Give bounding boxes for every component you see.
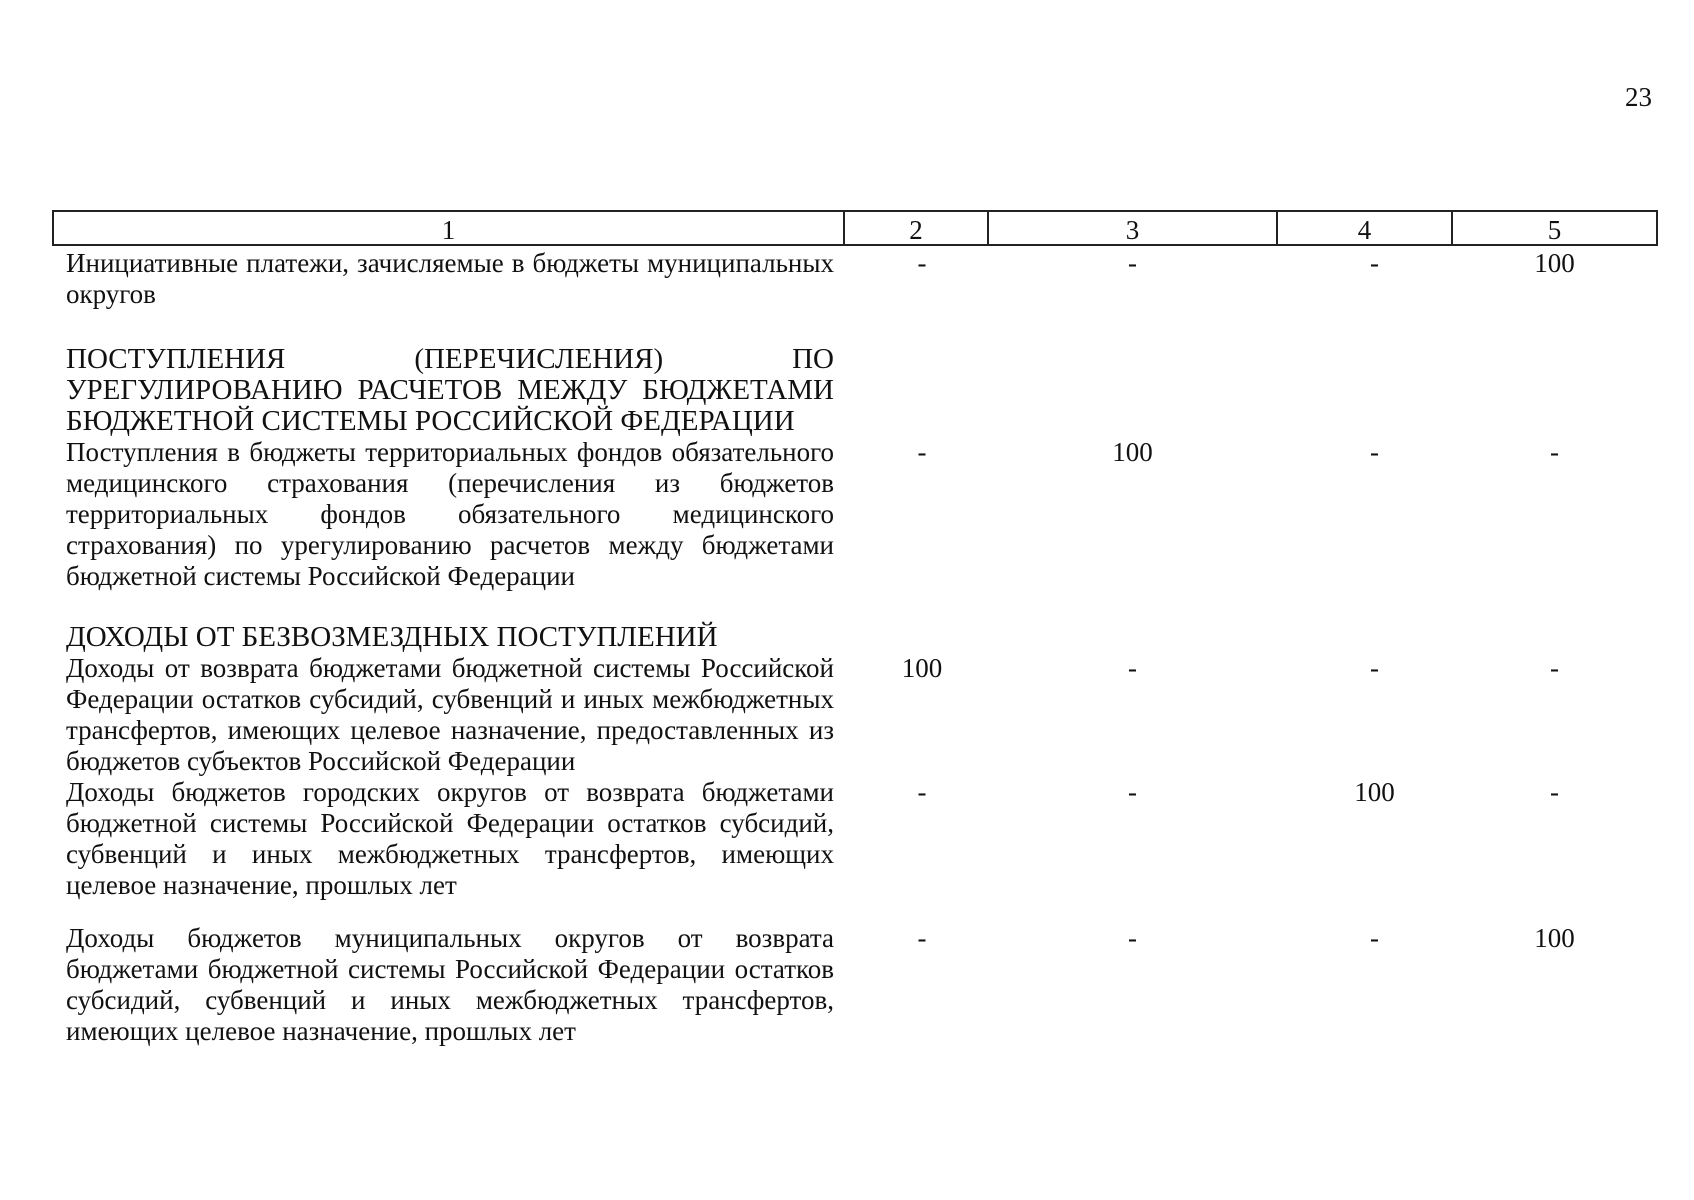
- cell-col-2: -: [917, 777, 927, 807]
- section-heading: ПОСТУПЛЕНИЯ (ПЕРЕЧИСЛЕНИЯ) ПО УРЕГУЛИРОВАНИЮ РАСЧЕТОВ МЕЖДУ БЮДЖЕТАМИ БЮДЖЕТНОЙ СИСТЕМЫ РОССИЙСКОЙ ФЕДЕРАЦИИ: [66, 343, 834, 437]
- row-description: Инициативные платежи, зачисляемые в бюджеты муниципальных округов: [66, 248, 834, 309]
- table-row: [53, 901, 1657, 1047]
- cell-col-4: -: [1370, 248, 1379, 278]
- cell-col-5: 100: [1534, 248, 1575, 278]
- column-header-3: 3: [988, 211, 1277, 245]
- cell-col-5: -: [1550, 777, 1559, 807]
- table-row: [53, 653, 1657, 777]
- cell-col-5: -: [1550, 437, 1559, 467]
- cell-col-2: 100: [901, 653, 943, 683]
- cell-col-4: -: [1370, 923, 1379, 953]
- row-description: Доходы от возврата бюджетами бюджетной системы Российской Федерации остатков субсидий, субвенций и иных межбюджетных трансфертов, имеющих целевое назначение, предоставленных из бюджетов субъектов Российской Федерации: [66, 653, 834, 776]
- cell-col-5: 100: [1534, 923, 1575, 953]
- column-header-5: 5: [1452, 211, 1657, 245]
- cell-col-3: -: [1128, 923, 1137, 953]
- section-heading-row: [53, 310, 1657, 437]
- section-heading-row: [53, 592, 1657, 653]
- revenue-distribution-table: [52, 210, 1656, 1047]
- column-header-1: 1: [53, 211, 844, 245]
- page-number: 23: [1625, 82, 1652, 112]
- column-header-2: 2: [844, 211, 988, 245]
- cell-col-4: -: [1370, 437, 1379, 467]
- table-row: [53, 777, 1657, 901]
- norms-table: [52, 210, 1658, 1047]
- cell-col-2: -: [917, 248, 927, 278]
- row-description: Поступления в бюджеты территориальных фондов обязательного медицинского страхования (перечисления из бюджетов территориальных фондов обязательного медицинского страхования) по урегулированию расчетов между бюджетами бюджетной системы Российской Федерации: [66, 437, 834, 591]
- cell-col-2: -: [917, 923, 927, 953]
- cell-col-3: -: [1128, 248, 1137, 278]
- cell-col-4: -: [1370, 653, 1379, 683]
- cell-col-5: -: [1550, 653, 1559, 683]
- section-heading: ДОХОДЫ ОТ БЕЗВОЗМЕЗДНЫХ ПОСТУПЛЕНИЙ: [66, 621, 718, 653]
- column-number-header-row: [53, 211, 1657, 245]
- cell-col-4: 100: [1354, 777, 1395, 807]
- table-row: [53, 437, 1657, 592]
- row-description: Доходы бюджетов городских округов от возврата бюджетами бюджетной системы Российской Федерации остатков субсидий, субвенций и иных межбюджетных трансфертов, имеющих целевое назначение, прошлых лет: [66, 777, 834, 900]
- column-header-4: 4: [1277, 211, 1452, 245]
- table-row: [53, 245, 1657, 310]
- cell-col-2: -: [917, 437, 927, 467]
- cell-col-3: 100: [1112, 437, 1153, 467]
- row-description: Доходы бюджетов муниципальных округов от возврата бюджетами бюджетной системы Российской Федерации остатков субсидий, субвенций и иных межбюджетных трансфертов, имеющих целевое назначение, прошлых лет: [66, 923, 834, 1046]
- cell-col-3: -: [1128, 777, 1137, 807]
- cell-col-3: -: [1128, 653, 1137, 683]
